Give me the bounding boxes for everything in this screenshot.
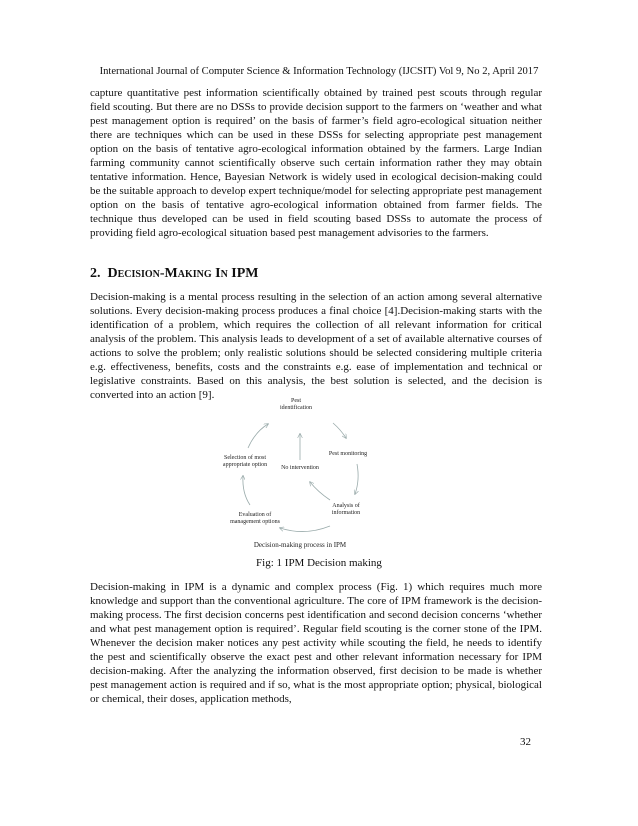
figure-inner-title: Decision-making process in IPM — [253, 541, 347, 549]
arrow-evaluation-to-selection — [243, 476, 250, 505]
paragraph-intro: capture quantitative pest information scientifically obtained by trained pest scouts through regular field scouting. But there are no DSSs to provide decision support to the farmers on ‘weather and what pest management option is required’ on the basis of farmer’s field agro-ecological situation neither there are techniques which can be used in these DSSs for selecting appropriate pest management option on the basis of tentative agro-ecological information obtained by the farmers. Large Indian farming community cannot scientifically observe such certain information rather they may obtain tentative information. Hence, Bayesian Network is widely used in ecological decision-making could be the suitable approach to develop expert technique/model for selecting appropriate pest management option on the basis of tentative agro-ecological information obtained from farmer fields. The technique thus developed can be used in field scouting based DSSs to automate the process of providing field agro-ecological situation based pest management advisories to the farmers. — [90, 87, 542, 239]
node-selection-line1: Selection of most — [224, 455, 266, 461]
paragraph-ipm-process: Decision-making in IPM is a dynamic and complex process (Fig. 1) which requires much more knowledge and support than the conventional agriculture. The core of IPM framework is the decision-making process. The first decision concerns pest identification and second decision concerns ‘whether and what pest management option is required’. Regular field scouting is the corner stone of the IPM. Whenever the decision maker notices any pest activity while scouting the field, he needs to identify the pest and scientifically observe the exact pest and other relevant information necessary for IPM decision-making. After the analyzing the information observed, first decision to be made is whether pest management action is required and if so, what is the most appropriate option; physical, biological or chemical, their doses, application methods, — [90, 581, 542, 705]
arrow-selection-to-identification — [248, 424, 268, 448]
arrow-identification-to-monitoring — [333, 423, 346, 438]
node-analysis-line1: Analysis of — [332, 503, 360, 509]
node-analysis-line2: information — [331, 510, 361, 516]
node-pest-identification-line2: identification — [280, 405, 312, 411]
section-title: Decision-Making In IPM — [107, 266, 259, 281]
node-pest-identification-line1: Pest — [290, 398, 302, 404]
node-evaluation-line2: management options — [230, 519, 280, 525]
figure-caption: Fig: 1 IPM Decision making — [256, 557, 382, 569]
decision-cycle-diagram — [200, 390, 440, 555]
section-heading — [90, 266, 259, 282]
node-evaluation-line1: Evaluation of — [238, 512, 272, 518]
journal-header: International Journal of Computer Science & Information Technology (IJCSIT) Vol 9, No 2, April 2017 — [99, 66, 539, 77]
page-number: 32 — [520, 736, 531, 748]
paragraph-decision-making: Decision-making is a mental process resulting in the selection of an action among several alternative solutions. Every decision-making process produces a final choice [4].Decision-making starts with the identification of a problem, which requires the collection of all relevant information for critical analysis of the problem. This analysis leads to development of a set of available alternative courses of actions to solve the problem; only realistic solutions should be selected considering multiple criteria e.g. effectiveness, benefits, costs and the constraints e.g. ease of implementation and technical or legislative constraints. Based on this analysis, the best solution is selected, and the decision is converted into an action [9]. — [90, 291, 542, 401]
arrow-analysis-to-no-intervention — [310, 482, 330, 500]
section-number: 2. — [90, 266, 101, 281]
node-pest-monitoring: Pest monitoring — [328, 451, 368, 457]
node-no-intervention: No intervention — [281, 465, 319, 471]
arrow-monitoring-to-analysis — [355, 464, 358, 494]
arrow-analysis-to-evaluation — [280, 526, 330, 532]
ipm-decision-figure — [200, 390, 440, 555]
node-selection-line2: appropriate option — [222, 462, 268, 468]
